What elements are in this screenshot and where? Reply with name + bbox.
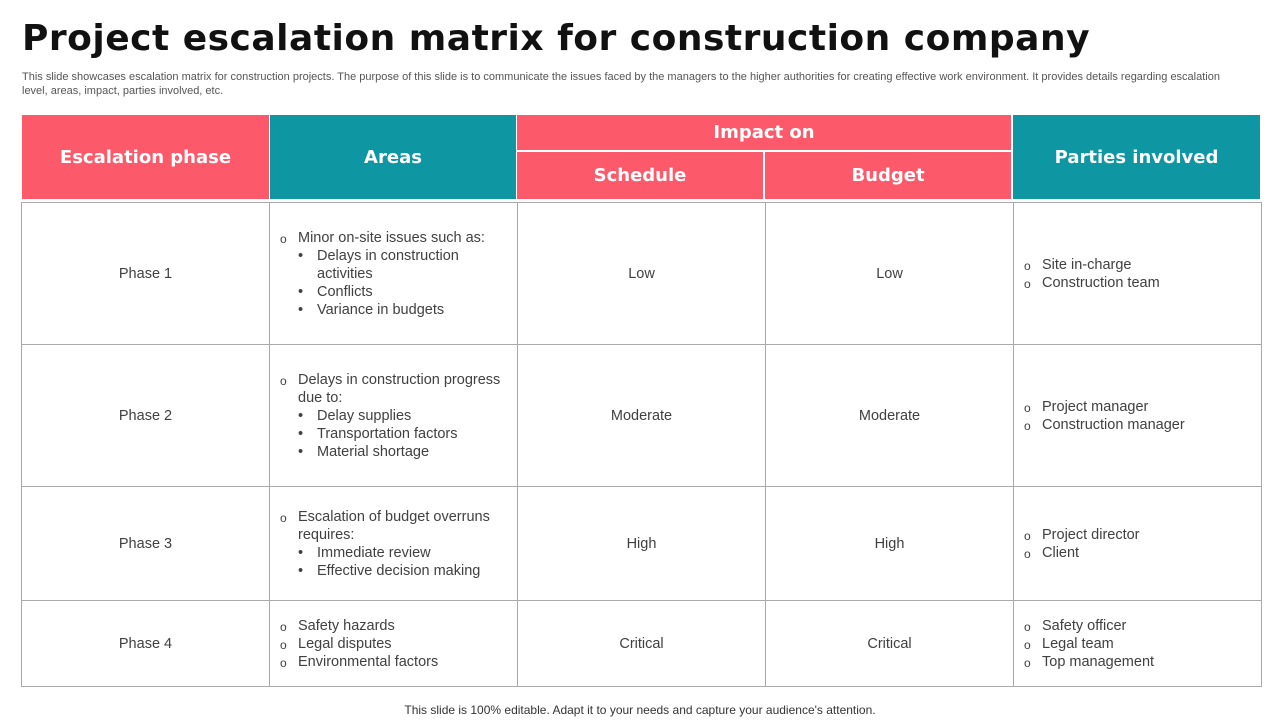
budget-impact: High	[766, 487, 1014, 601]
area-sub-item: • Transportation factors	[298, 425, 517, 443]
header-impact-on: Impact on	[517, 115, 1011, 150]
party-item: o Project director	[1024, 526, 1261, 544]
parties-cell	[1014, 487, 1262, 601]
table-row	[22, 203, 1262, 345]
parties-cell	[1014, 345, 1262, 487]
areas-cell	[270, 487, 518, 601]
budget-impact: Critical	[766, 601, 1014, 687]
party-item: o Top management	[1024, 653, 1261, 671]
table-row	[22, 601, 1262, 687]
areas-cell	[270, 601, 518, 687]
budget-impact: Moderate	[766, 345, 1014, 487]
area-sub-item: • Variance in budgets	[298, 301, 517, 319]
phase-cell: Phase 1	[22, 203, 270, 345]
area-item	[280, 371, 517, 461]
area-sub-item: • Immediate review	[298, 544, 517, 562]
area-sub-item: • Conflicts	[298, 283, 517, 301]
area-item	[280, 229, 517, 319]
schedule-impact: Moderate	[518, 345, 766, 487]
areas-cell	[270, 345, 518, 487]
party-item: o Construction team	[1024, 274, 1261, 292]
area-intro: Escalation of budget overruns requires:	[298, 508, 490, 543]
area-item: o Safety hazards	[280, 617, 517, 635]
party-item: o Project manager	[1024, 398, 1261, 416]
area-intro: Minor on-site issues such as:	[298, 229, 485, 246]
schedule-impact: High	[518, 487, 766, 601]
areas-cell	[270, 203, 518, 345]
header-schedule: Schedule	[517, 152, 763, 199]
party-item: o Client	[1024, 544, 1261, 562]
phase-cell: Phase 3	[22, 487, 270, 601]
area-sub-item: • Effective decision making	[298, 562, 517, 580]
table-row	[22, 345, 1262, 487]
parties-cell	[1014, 203, 1262, 345]
phase-cell: Phase 2	[22, 345, 270, 487]
slide-title: Project escalation matrix for construction company	[22, 18, 1091, 59]
schedule-impact: Critical	[518, 601, 766, 687]
header-escalation-phase: Escalation phase	[22, 115, 269, 199]
party-item: o Legal team	[1024, 635, 1261, 653]
area-sub-item: • Delays in construction activities	[298, 247, 517, 283]
slide-footer: This slide is 100% editable. Adapt it to your needs and capture your audience's attention.	[404, 703, 876, 717]
schedule-impact: Low	[518, 203, 766, 345]
parties-cell	[1014, 601, 1262, 687]
header-budget: Budget	[765, 152, 1011, 199]
phase-cell: Phase 4	[22, 601, 270, 687]
area-sub-item: • Material shortage	[298, 443, 517, 461]
slide-description: This slide showcases escalation matrix for construction projects. The purpose of this slide is to communicate the issues faced by the managers to the higher authorities for creating effective work environment. It provides details regarding escalation level, areas, impact, parties involved, etc.	[22, 71, 1220, 97]
area-sub-item: • Delay supplies	[298, 407, 517, 425]
header-parties-involved: Parties involved	[1013, 115, 1260, 199]
area-intro: Delays in construction progress due to:	[298, 371, 501, 406]
budget-impact: Low	[766, 203, 1014, 345]
party-item: o Construction manager	[1024, 416, 1261, 434]
escalation-matrix-table	[21, 202, 1262, 687]
area-item: o Environmental factors	[280, 653, 517, 671]
party-item: o Site in-charge	[1024, 256, 1261, 274]
area-item	[280, 508, 517, 580]
table-row	[22, 487, 1262, 601]
party-item: o Safety officer	[1024, 617, 1261, 635]
area-item: o Legal disputes	[280, 635, 517, 653]
header-areas: Areas	[270, 115, 516, 199]
